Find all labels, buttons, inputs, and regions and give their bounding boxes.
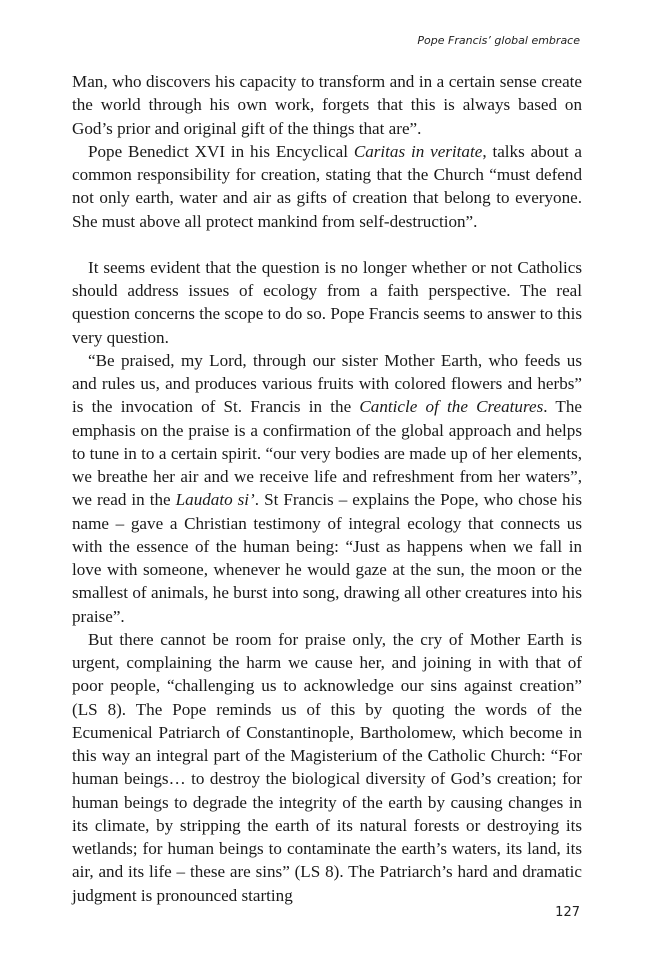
- page-number: 127: [555, 905, 580, 920]
- paragraph-2-text-a: Pope Benedict XVI in his Encyclical: [88, 141, 354, 161]
- paragraph-2-text-b: , talks about a common responsibility for creation, stating that the Church “must defend not only earth, water and air as gifts of creation that belong to everyone. She must above all protect mankind from self-destruction”.: [72, 141, 583, 231]
- paragraph-2: [72, 140, 582, 233]
- encyclical-title: Caritas in veritate: [353, 141, 483, 161]
- running-head: Pope Francis’ global embrace: [417, 34, 580, 47]
- laudato-si-title: Laudato si’: [175, 490, 255, 510]
- paragraph-3: It seems evident that the question is no longer whether or not Catholics should address issues of ecology from a faith perspective. The real question concerns the scope to do so. Pope Francis seems to answer to this very question.: [72, 257, 582, 347]
- paragraph-4-text-b: . The emphasis on the praise is a confirmation of the global approach and helps to tune in to a certain spirit. “our very bodies are made up of her elements, we breathe her air and we receive life and refreshment from her waters”, we read in the: [72, 397, 582, 510]
- paragraph-4-text-a: “Be praised, my Lord, through our sister Mother Earth, who feeds us and rules us, and produces various fruits with colored flowers and herbs” is the invocation of St. Francis in the: [72, 350, 582, 417]
- canticle-title: Canticle of the Creatures: [359, 397, 544, 417]
- paragraph-4: [72, 349, 582, 628]
- body-text: [72, 70, 582, 907]
- paragraph-5: But there cannot be room for praise only, the cry of Mother Earth is urgent, complaining the harm we cause her, and joining in with that of poor people, “challenging us to acknowledge our sins against creation” (LS 8). The Pope reminds us of this by quoting the words of the Ecumenical Patriarch of Constantinople, Bartholomew, which become in this way an integral part of the Magisterium of the Catholic Church: “For human beings… to destroy the biological diversity of God’s creation; for human beings to degrade the integrity of the earth by causing changes in its climate, by stripping the earth of its natural forests or destroying its wetlands; for human beings to contaminate the earth’s waters, its land, its air, and its life – these are sins” (LS 8). The Patriarch’s hard and dramatic judgment is pronounced starting: [72, 629, 582, 905]
- paragraph-1: Man, who discovers his capacity to transform and in a certain sense create the world through his own work, forgets that this is always based on God’s prior and original gift of the things that are”.: [72, 72, 582, 138]
- paragraph-4-text-c: . St Francis – explains the Pope, who chose his name – gave a Christian testimony of integral ecology that connects us with the essence of the human being: “Just as happens when we fall in love with someone, whenever he would gaze at the sun, the moon or the smallest of animals, he burst into song, drawing all other creatures into his praise”.: [72, 490, 583, 626]
